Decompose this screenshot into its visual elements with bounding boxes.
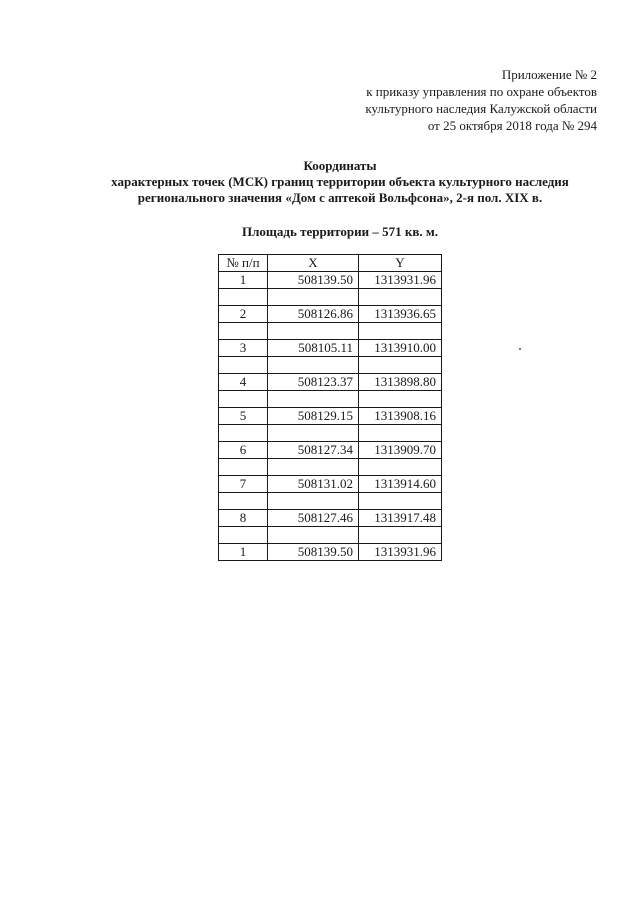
- cell-x: 508127.46: [268, 510, 359, 527]
- table-spacer-row: [219, 425, 442, 442]
- cell-x: 508129.15: [268, 408, 359, 425]
- spacer-cell: [359, 391, 442, 408]
- cell-x: 508126.86: [268, 306, 359, 323]
- cell-x: 508139.50: [268, 272, 359, 289]
- table-spacer-row: [219, 391, 442, 408]
- table-header-row: [219, 255, 442, 272]
- scan-speck: [519, 348, 521, 350]
- spacer-cell: [359, 323, 442, 340]
- spacer-cell: [359, 493, 442, 510]
- header-x: X: [268, 255, 359, 272]
- spacer-cell: [268, 289, 359, 306]
- spacer-cell: [219, 289, 268, 306]
- table-spacer-row: [219, 459, 442, 476]
- cell-number: 2: [219, 306, 268, 323]
- spacer-cell: [359, 425, 442, 442]
- table-spacer-row: [219, 357, 442, 374]
- table-row: [219, 374, 442, 391]
- heading-subtitle-2: регионального значения «Дом с аптекой Вольфсона», 2-я пол. XIX в.: [137, 190, 543, 205]
- table-row: [219, 340, 442, 357]
- spacer-cell: [219, 323, 268, 340]
- cell-x: 508127.34: [268, 442, 359, 459]
- header-y: Y: [359, 255, 442, 272]
- table-row: [219, 408, 442, 425]
- table-row: [219, 476, 442, 493]
- cell-x: 508139.50: [268, 544, 359, 561]
- table-row: [219, 510, 442, 527]
- header-number: № п/п: [219, 255, 268, 272]
- spacer-cell: [268, 425, 359, 442]
- cell-number: 5: [219, 408, 268, 425]
- cell-y: 1313908.16: [359, 408, 442, 425]
- table-spacer-row: [219, 527, 442, 544]
- heading-subtitle-1: характерных точек (МСК) границ территории объекта культурного наследия: [111, 174, 569, 189]
- spacer-cell: [359, 289, 442, 306]
- cell-y: 1313931.96: [359, 544, 442, 561]
- spacer-cell: [268, 527, 359, 544]
- spacer-cell: [268, 459, 359, 476]
- cell-x: 508131.02: [268, 476, 359, 493]
- spacer-cell: [268, 323, 359, 340]
- spacer-cell: [219, 357, 268, 374]
- spacer-cell: [219, 459, 268, 476]
- cell-y: 1313898.80: [359, 374, 442, 391]
- cell-x: 508123.37: [268, 374, 359, 391]
- spacer-cell: [359, 459, 442, 476]
- cell-y: 1313931.96: [359, 272, 442, 289]
- cell-number: 1: [219, 544, 268, 561]
- cell-y: 1313914.60: [359, 476, 442, 493]
- cell-y: 1313936.65: [359, 306, 442, 323]
- appendix-date-line: от 25 октября 2018 года № 294: [427, 118, 597, 133]
- cell-x: 508105.11: [268, 340, 359, 357]
- cell-y: 1313910.00: [359, 340, 442, 357]
- cell-number: 6: [219, 442, 268, 459]
- table-row: [219, 442, 442, 459]
- cell-number: 7: [219, 476, 268, 493]
- spacer-cell: [268, 493, 359, 510]
- spacer-cell: [219, 391, 268, 408]
- document-heading: [60, 158, 620, 206]
- appendix-authority-line: культурного наследия Калужской области: [365, 101, 597, 116]
- spacer-cell: [219, 425, 268, 442]
- appendix-title: Приложение № 2: [501, 67, 597, 82]
- cell-y: 1313909.70: [359, 442, 442, 459]
- cell-number: 3: [219, 340, 268, 357]
- appendix-block: [365, 66, 597, 134]
- table-row: [219, 272, 442, 289]
- table-spacer-row: [219, 323, 442, 340]
- heading-title: Координаты: [303, 158, 377, 173]
- cell-number: 1: [219, 272, 268, 289]
- spacer-cell: [359, 357, 442, 374]
- spacer-cell: [219, 493, 268, 510]
- spacer-cell: [268, 357, 359, 374]
- spacer-cell: [359, 527, 442, 544]
- appendix-order-line: к приказу управления по охране объектов: [366, 84, 597, 99]
- spacer-cell: [268, 391, 359, 408]
- cell-number: 8: [219, 510, 268, 527]
- table-spacer-row: [219, 289, 442, 306]
- coordinates-table: [218, 254, 442, 561]
- territory-area: Площадь территории – 571 кв. м.: [242, 224, 438, 239]
- spacer-cell: [219, 527, 268, 544]
- table-row: [219, 306, 442, 323]
- cell-y: 1313917.48: [359, 510, 442, 527]
- table-spacer-row: [219, 493, 442, 510]
- cell-number: 4: [219, 374, 268, 391]
- table-row: [219, 544, 442, 561]
